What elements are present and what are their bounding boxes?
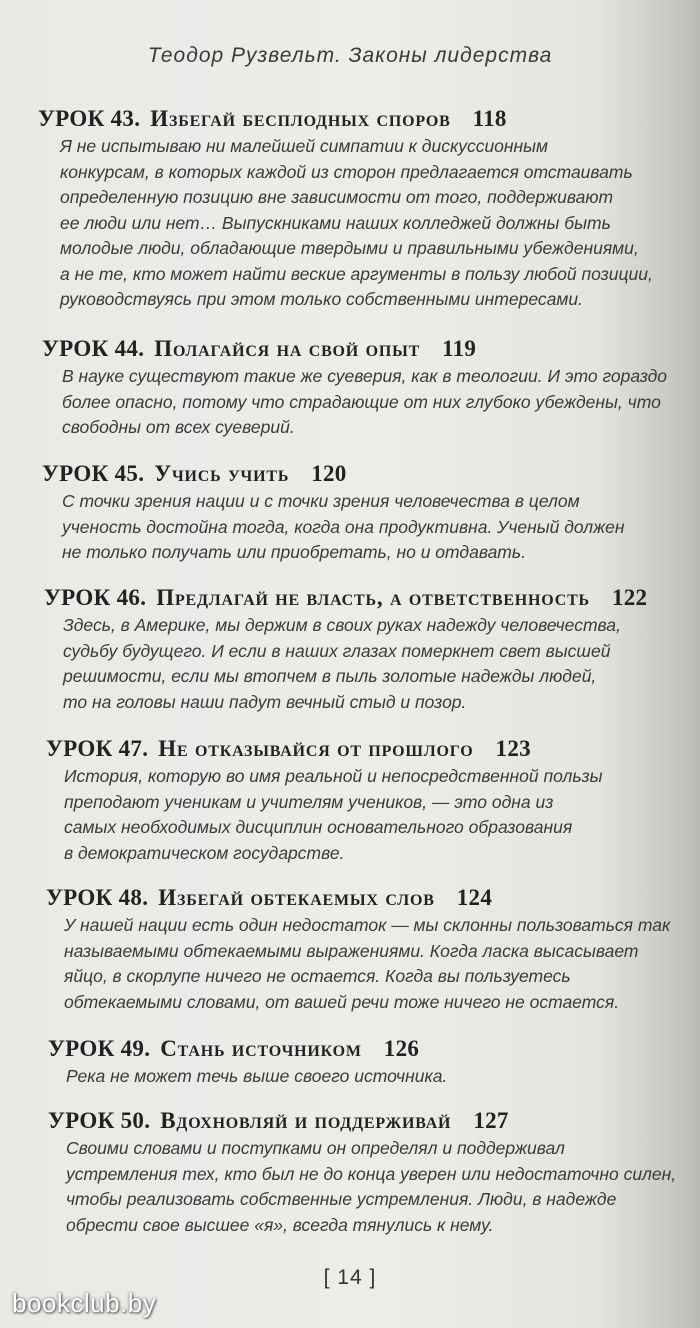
lesson-heading [0,334,660,364]
lesson-title: Учись учить [154,461,290,486]
quote-line: Я не испытываю ни малейшей симпатии к дискуссионным [60,136,549,156]
quote-line: ученость достойна тогда, когда она продуктивна. Ученый должен [62,516,625,537]
lesson-page-ref: 127 [473,1108,509,1133]
quote-line: Здесь, в Америке, мы держим в своих руках надежду человечества, [63,615,621,635]
lesson-title: Полагайся на свой опыт [154,336,421,361]
lesson-quote [0,764,660,866]
quote-line: обрести свое высшее «я», всегда тянулись к нему. [66,1214,494,1235]
lesson-page-ref: 120 [311,461,347,486]
watermark: bookclub.by [12,1288,157,1318]
lesson-block [0,583,660,715]
lesson-number: УРОК 50. [48,1108,151,1133]
lesson-quote [0,1064,660,1090]
quote-line: конкурсам, в которых каждой из сторон предлагается отстаивать [60,161,633,182]
lesson-title: Вдохновляй и поддерживай [160,1108,452,1133]
lesson-page-ref: 122 [611,585,648,610]
lesson-quote [0,364,668,441]
lesson-heading [0,1034,660,1064]
lesson-quote [0,489,660,566]
quote-line: яйцо, в скорлупе ничего не остается. Когда вы пользуетесь [64,966,571,986]
page-number: [ 14 ] [323,1266,377,1289]
lesson-number: УРОК 44. [42,336,145,361]
quote-line: решимости, если мы втопчем в пыль золотые надежды людей, [63,666,597,686]
lesson-page-ref: 119 [442,336,477,361]
lesson-title: Не отказывайся от прошлого [158,736,474,761]
quote-line: определенную позицию вне зависимости от того, поддерживают [60,187,614,207]
lesson-heading [0,459,660,489]
quote-line: молодые люди, обладающие твердыми и правильными убеждениями, [60,238,639,258]
lesson-block [0,734,660,866]
quote-line: чтобы реализовать собственные устремления. Люди, в надежде [66,1189,617,1209]
lesson-number: УРОК 47. [46,736,149,761]
lesson-number: УРОК 45. [42,461,145,486]
quote-line: в демократическом государстве. [64,842,345,863]
quote-line: История, которую во имя реальной и непосредственной пользы [64,766,603,786]
lesson-quote [0,913,671,1015]
quote-line: судьбу будущего. И если в наших глазах померкнет свет высшей [63,640,611,661]
lesson-number: УРОК 46. [44,585,147,610]
lesson-quote [0,1136,677,1238]
lesson-number: УРОК 43. [38,106,141,131]
quote-line: более опасно, потому что страдающие от них глубоко убеждены, что [62,391,661,412]
lesson-heading [0,104,660,134]
lesson-number: УРОК 48. [46,885,149,910]
lesson-block [0,459,660,566]
lesson-quote [0,134,660,313]
lesson-title: Избегай обтекаемых слов [158,885,435,910]
quote-line: В науке существуют такие же суеверия, как в теологии. И это гораздо [62,366,668,386]
quote-line: самых необходимых дисциплин основательного образования [64,817,573,837]
lesson-block [0,1034,660,1090]
lesson-heading [0,583,660,613]
lesson-page-ref: 118 [472,106,507,131]
quote-line: называемыми обтекаемыми выражениями. Когда ласка высасывает [64,940,639,961]
lesson-heading [0,734,660,764]
lesson-block [0,104,660,313]
quote-line: свободны от всех суеверий. [62,417,295,437]
lesson-page-ref: 124 [456,885,493,910]
lesson-page-ref: 123 [495,736,531,761]
lesson-quote [0,613,660,715]
quote-line: устремления тех, кто был не до конца уверен или недостаточно силен, [66,1163,677,1184]
lesson-title: Избегай бесплодных споров [150,106,451,131]
lesson-title: Предлагай не власть, а ответственность [156,585,590,610]
lesson-page-ref: 126 [383,1036,420,1061]
quote-line: Своими словами и поступками он определял и поддерживал [66,1138,565,1158]
lesson-title: Стань источником [160,1036,362,1061]
lesson-heading [0,883,660,913]
quote-line: ее люди или нет… Выпускниками наших колледжей должны быть [60,212,611,233]
quote-line: руководствуясь при этом только собственными интересами. [60,289,583,309]
quote-line: У нашей нации есть один недостаток — мы склонны пользоваться так [64,915,671,935]
quote-line: а не те, кто может найти веские аргументы в пользу любой позиции, [60,263,653,284]
lesson-heading [0,1106,660,1136]
quote-line: не только получать или приобретать, но и отдавать. [62,542,526,562]
lesson-block [0,883,671,1015]
quote-line: Река не может течь выше своего источника. [66,1066,448,1086]
running-head: Теодор Рузвельт. Законы лидерства [147,44,553,67]
lesson-block [0,334,668,441]
quote-line: С точки зрения нации и с точки зрения человечества в целом [62,491,580,511]
lesson-block [0,1106,677,1238]
quote-line: то на головы наши падут вечный стыд и позор. [63,691,467,712]
lesson-number: УРОК 49. [48,1036,151,1061]
quote-line: обтекаемыми словами, от вашей речи тоже ничего не остается. [64,991,620,1012]
quote-line: преподают ученикам и учителям учеников, — это одна из [64,791,554,812]
